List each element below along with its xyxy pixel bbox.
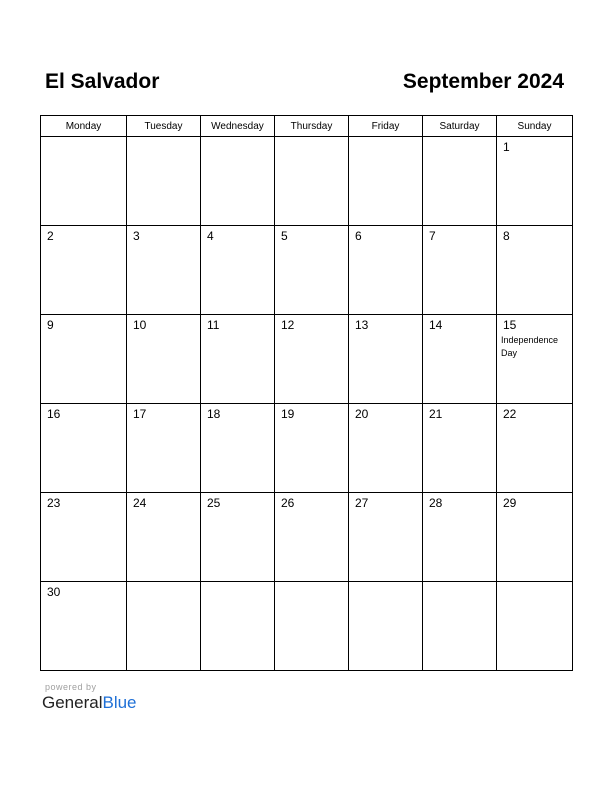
brand-general: General (42, 693, 103, 712)
day-number (275, 582, 348, 585)
day-cell (275, 404, 349, 493)
day-number: 30 (47, 585, 61, 599)
weekday-header: Thursday (275, 116, 349, 137)
day-cell (349, 493, 423, 582)
day-cell (275, 137, 349, 226)
day-cell (423, 137, 497, 226)
day-cell (349, 582, 423, 671)
day-number: 7 (429, 229, 436, 243)
day-cell (423, 404, 497, 493)
day-cell (127, 404, 201, 493)
day-cell (127, 493, 201, 582)
day-number: 12 (281, 318, 295, 332)
day-number: 28 (429, 496, 443, 510)
day-number (127, 137, 200, 140)
day-number: 23 (47, 496, 61, 510)
day-cell (127, 315, 201, 404)
day-number: 9 (47, 318, 54, 332)
weekday-header: Friday (349, 116, 423, 137)
day-cell (349, 226, 423, 315)
day-number (423, 582, 496, 585)
day-cell (127, 137, 201, 226)
calendar-grid (40, 115, 573, 671)
day-cell (497, 137, 573, 226)
day-number: 25 (207, 496, 221, 510)
week-row (41, 226, 573, 315)
week-row (41, 582, 573, 671)
weekday-header: Monday (41, 116, 127, 137)
day-cell (423, 582, 497, 671)
month-year-title: September 2024 (402, 70, 564, 93)
day-number: 8 (503, 229, 510, 243)
day-cell (41, 493, 127, 582)
day-cell (423, 493, 497, 582)
day-number: 22 (503, 407, 517, 421)
day-number: 15 (503, 318, 517, 332)
day-number: 24 (133, 496, 147, 510)
day-number: 17 (133, 407, 147, 421)
day-number (497, 582, 572, 585)
day-number: 4 (207, 229, 214, 243)
week-row (41, 404, 573, 493)
day-cell (497, 582, 573, 671)
day-number: 13 (355, 318, 369, 332)
day-cell (127, 226, 201, 315)
day-number (201, 137, 274, 140)
day-cell (349, 137, 423, 226)
day-cell (41, 404, 127, 493)
day-cell (423, 315, 497, 404)
weekday-header: Tuesday (127, 116, 201, 137)
day-cell (423, 226, 497, 315)
brand-blue: Blue (102, 693, 137, 712)
holiday-label: Independence Day (501, 335, 559, 358)
day-number: 18 (207, 407, 221, 421)
day-number: 16 (47, 407, 61, 421)
day-cell (41, 226, 127, 315)
day-cell (497, 315, 573, 404)
footer-branding[interactable] (42, 682, 137, 713)
day-cell (275, 582, 349, 671)
weekday-header: Wednesday (201, 116, 275, 137)
day-cell (349, 404, 423, 493)
day-number: 5 (281, 229, 288, 243)
day-number (41, 137, 126, 140)
day-cell (275, 226, 349, 315)
day-number: 27 (355, 496, 369, 510)
day-cell (41, 137, 127, 226)
day-cell (201, 137, 275, 226)
day-number (349, 137, 422, 140)
day-number: 14 (429, 318, 443, 332)
powered-by-label: powered by (45, 682, 97, 692)
country-title: El Salvador (45, 70, 160, 93)
day-number: 20 (355, 407, 369, 421)
day-cell (201, 493, 275, 582)
weekday-header-row (41, 116, 573, 137)
day-number: 2 (47, 229, 54, 243)
day-cell (497, 226, 573, 315)
day-number: 26 (281, 496, 295, 510)
weekday-header: Saturday (423, 116, 497, 137)
day-cell (201, 582, 275, 671)
day-cell (275, 493, 349, 582)
day-number (349, 582, 422, 585)
day-cell (127, 582, 201, 671)
day-number (127, 582, 200, 585)
generalblue-logo[interactable] (42, 693, 137, 713)
day-cell (41, 315, 127, 404)
week-row (41, 137, 573, 226)
day-cell (201, 226, 275, 315)
day-number: 29 (503, 496, 517, 510)
day-number: 19 (281, 407, 295, 421)
day-cell (497, 404, 573, 493)
day-number (201, 582, 274, 585)
day-cell (497, 493, 573, 582)
day-number: 11 (207, 318, 220, 332)
day-cell (201, 404, 275, 493)
day-number: 10 (133, 318, 147, 332)
day-number (423, 137, 496, 140)
week-row (41, 315, 573, 404)
day-number: 1 (503, 140, 510, 154)
day-number (275, 137, 348, 140)
day-cell (275, 315, 349, 404)
day-cell (201, 315, 275, 404)
week-row (41, 493, 573, 582)
day-number: 21 (429, 407, 443, 421)
day-number: 6 (355, 229, 362, 243)
day-cell (349, 315, 423, 404)
day-number: 3 (133, 229, 140, 243)
weekday-header: Sunday (497, 116, 573, 137)
day-cell (41, 582, 127, 671)
